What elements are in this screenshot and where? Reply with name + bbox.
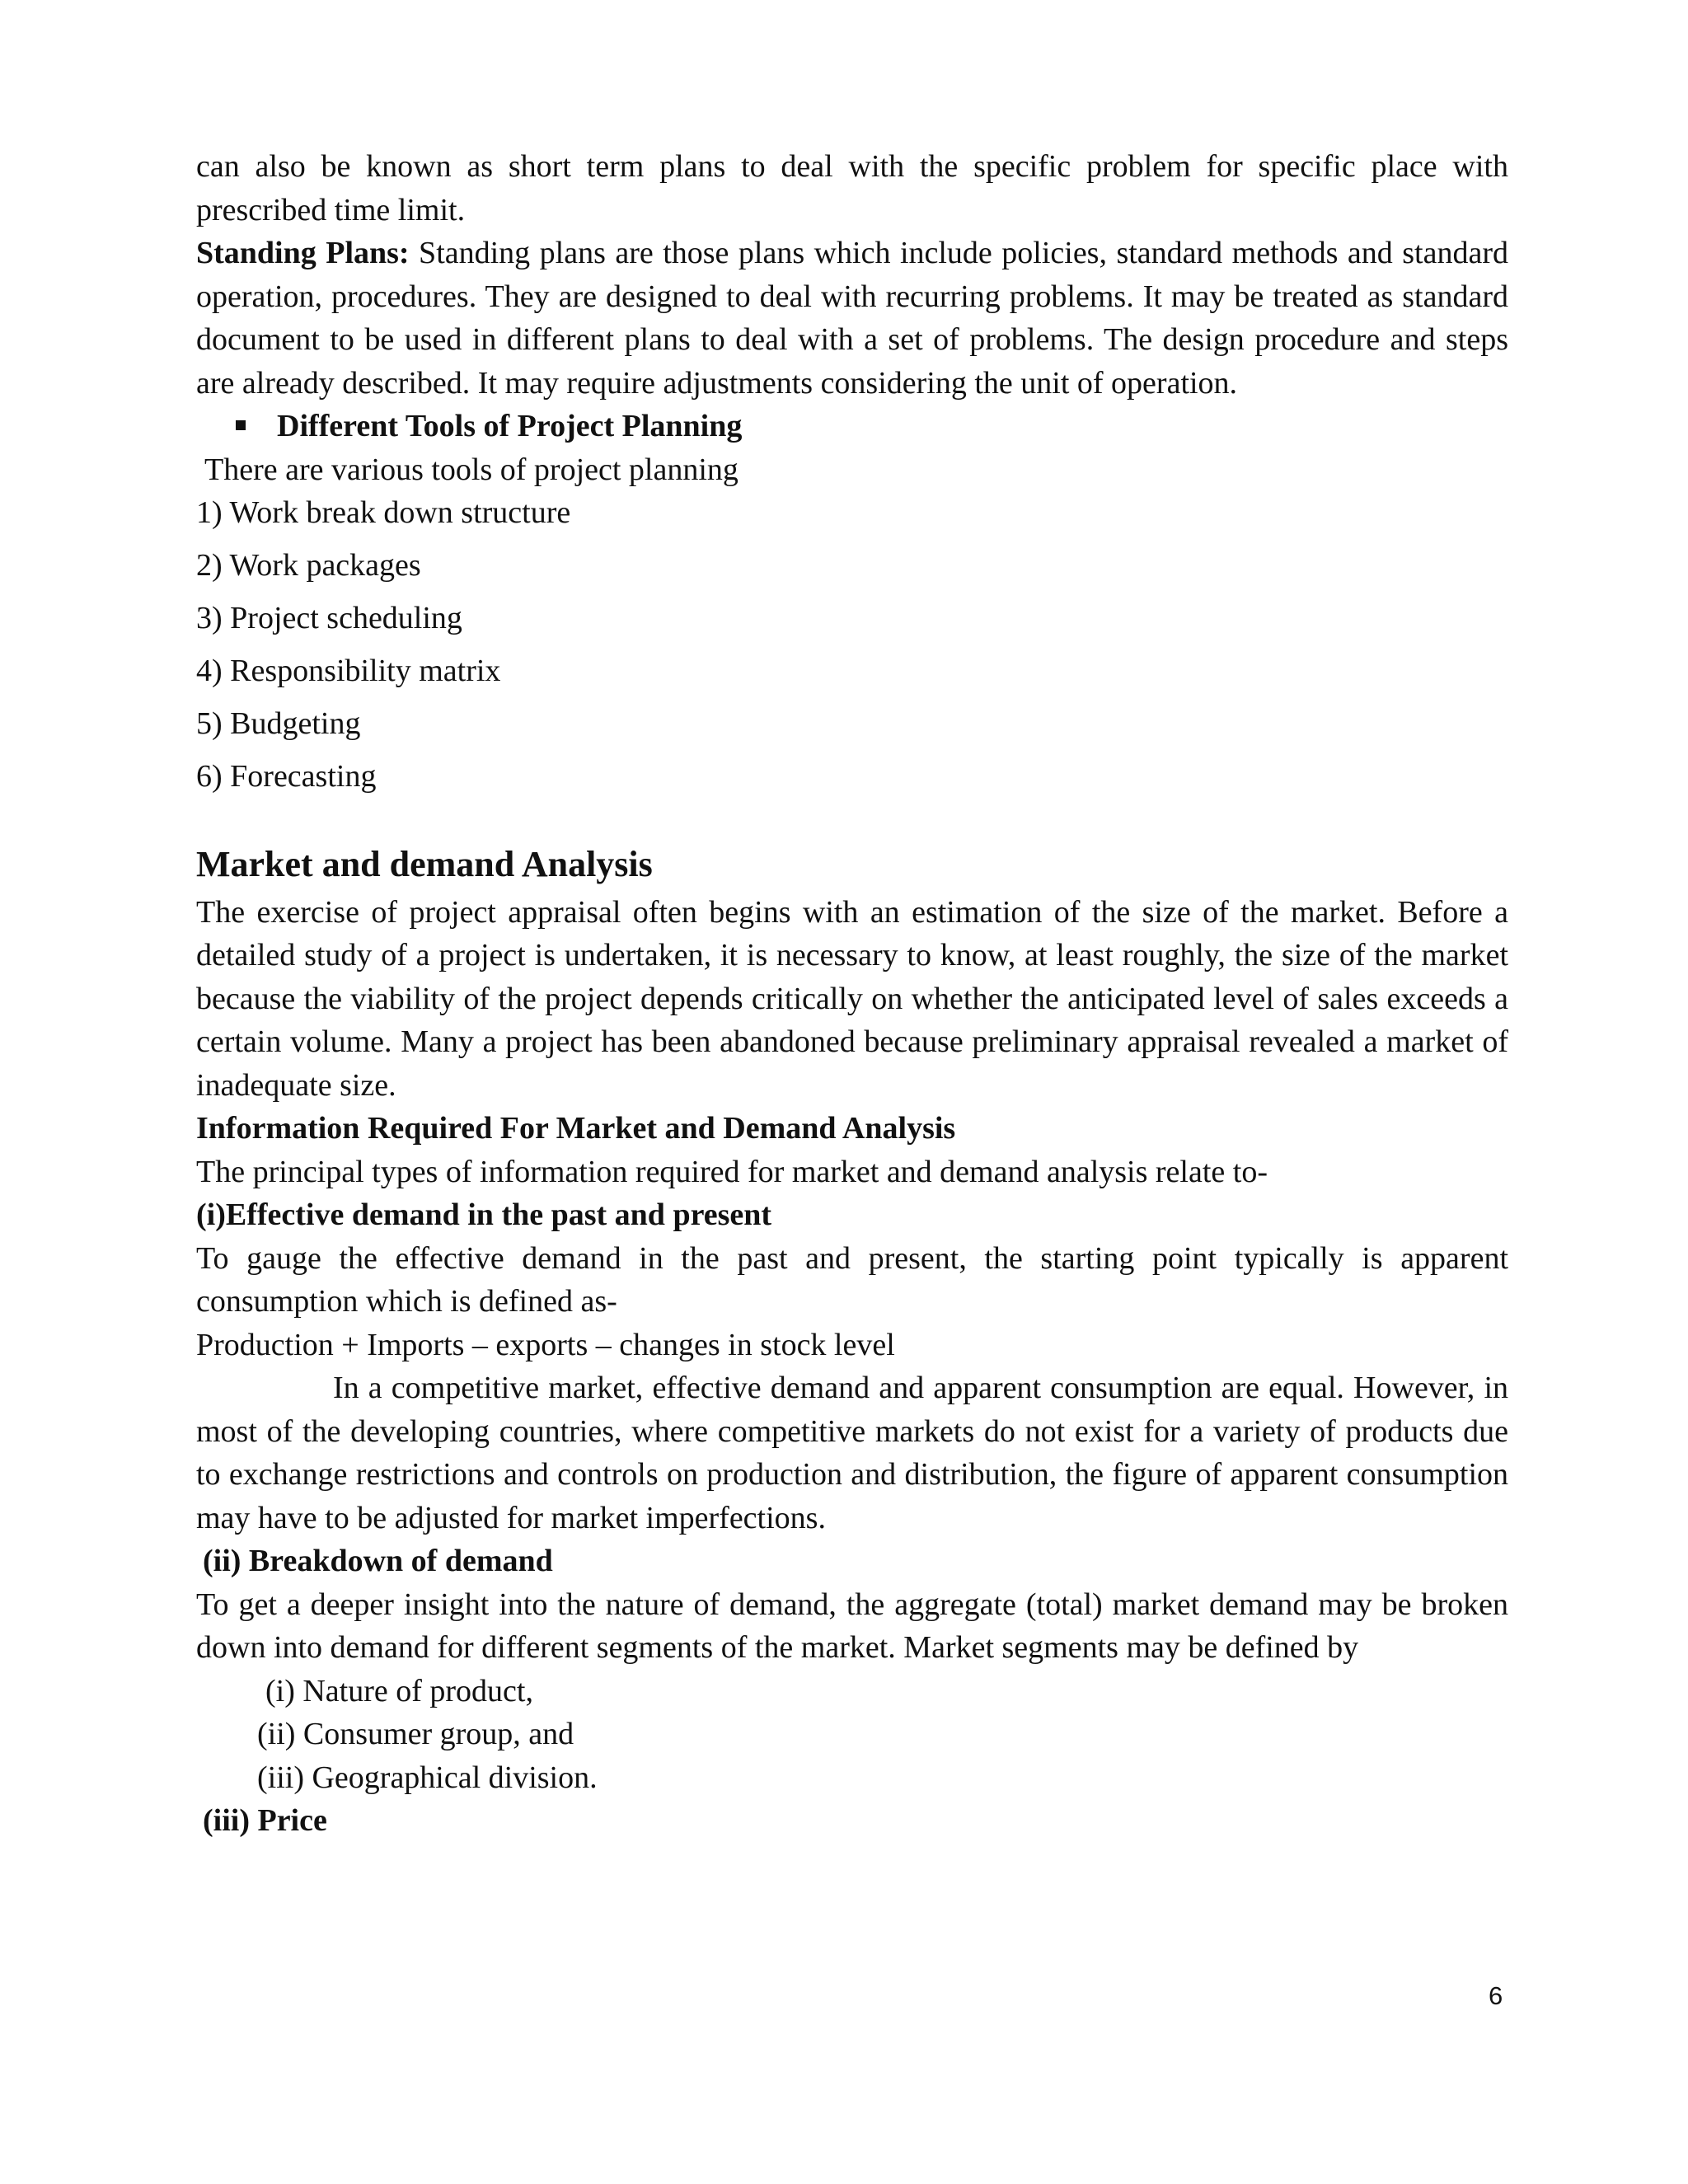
standing-plans-paragraph: [196, 232, 1508, 405]
tools-heading-row: [196, 405, 1508, 448]
breakdown-text: To get a deeper insight into the nature of demand, the aggregate (total) market demand may be broken down into demand for different segments of the market. Market segments may be defined by: [196, 1586, 1508, 1665]
tool-item: 1) Work break down structure: [196, 495, 571, 530]
segment-item: (i) Nature of product,: [265, 1673, 533, 1708]
apparent-consumption-formula: Production + Imports – exports – changes in stock level: [196, 1327, 895, 1362]
segment-item: (iii) Geographical division.: [257, 1760, 598, 1795]
standing-plans-label: Standing Plans:: [196, 236, 410, 270]
continuation-paragraph: can also be known as short term plans to deal with the specific problem for specific place with prescribed time limit.: [196, 149, 1508, 227]
segment-item: (ii) Consumer group, and: [257, 1717, 574, 1751]
market-intro-paragraph: The exercise of project appraisal often begins with an estimation of the size of the market. Before a detailed study of a project is undertaken, it is necessary to know, at least roughly, the size of the market because the viability of the project depends critically on whether the anticipated level of sales exceeds a certain volume. Many a project has been abandoned because preliminary appraisal revealed a market of inadequate size.: [196, 894, 1508, 1103]
square-bullet-icon: [236, 420, 246, 430]
tool-item: 2) Work packages: [196, 548, 421, 583]
document-page: [196, 145, 1508, 1843]
tools-list: [196, 491, 1508, 799]
breakdown-heading: (ii) Breakdown of demand: [203, 1544, 553, 1578]
standing-plans-text: Standing plans are those plans which include policies, standard methods and standard operation, procedures. They are designed to deal with recurring problems. It may be treated as standard document to be used in different plans to deal with a set of problems. The design procedure and steps are already described. It may require adjustments considering the unit of operation.: [196, 236, 1508, 401]
tool-item: 4) Responsibility matrix: [196, 654, 501, 688]
effective-demand-text: To gauge the effective demand in the past and present, the starting point typically is apparent consumption which is defined as-: [196, 1240, 1508, 1319]
price-heading: (iii) Price: [203, 1803, 327, 1838]
effective-demand-heading: (i)Effective demand in the past and present: [196, 1197, 772, 1232]
segments-list: [196, 1670, 1508, 1800]
tool-item: 6) Forecasting: [196, 759, 377, 794]
competitive-market-paragraph: In a competitive market, effective demand and apparent consumption are equal. However, in most of the developing countries, where competitive markets do not exist for a variety of products due to exchange restrictions and controls on production and distribution, the figure of apparent consumption may have to be adjusted for market imperfections.: [196, 1371, 1508, 1535]
page-number: 6: [1489, 1981, 1503, 2010]
tool-item: 3) Project scheduling: [196, 601, 462, 635]
tool-item: 5) Budgeting: [196, 706, 361, 741]
tools-heading: Different Tools of Project Planning: [277, 409, 743, 443]
tools-intro: There are various tools of project planning: [204, 452, 738, 487]
info-required-intro: The principal types of information required for market and demand analysis relate to-: [196, 1154, 1268, 1189]
info-required-heading: Information Required For Market and Demand Analysis: [196, 1111, 956, 1146]
market-section-heading: Market and demand Analysis: [196, 843, 653, 884]
